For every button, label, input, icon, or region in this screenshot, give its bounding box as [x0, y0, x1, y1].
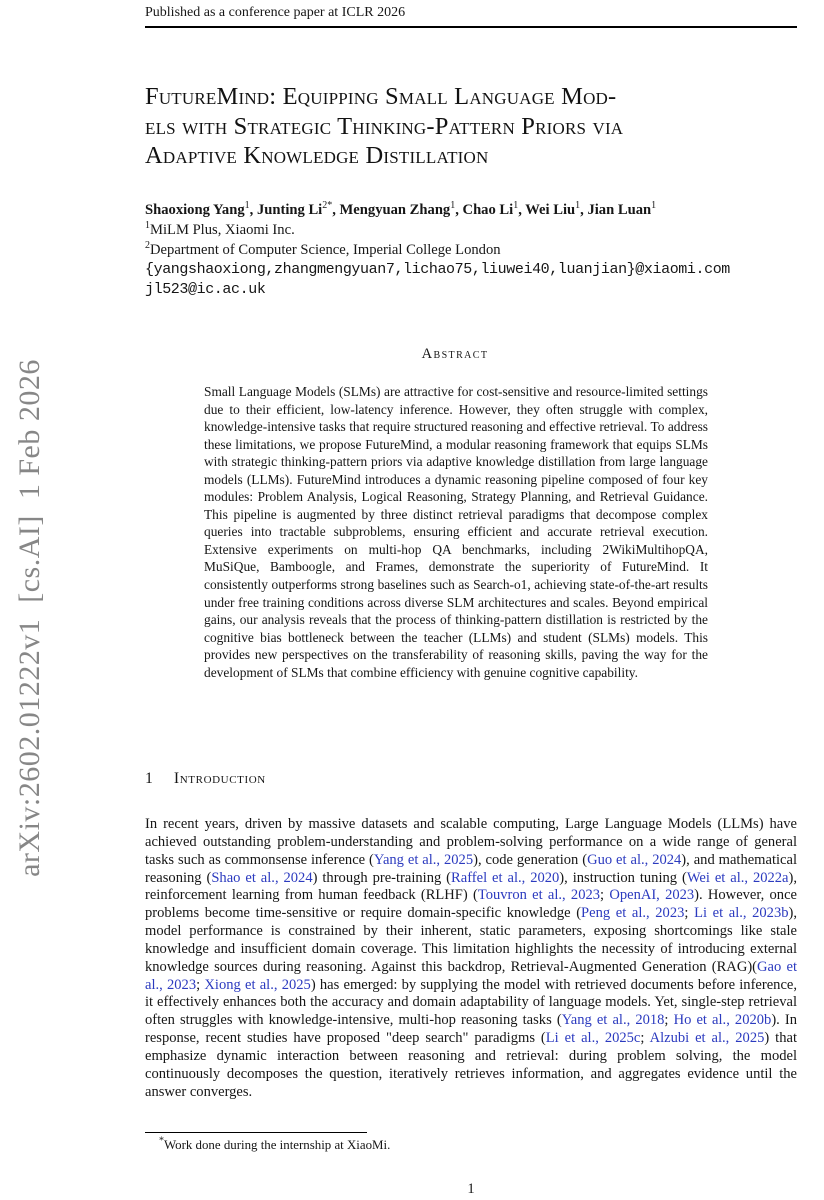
- author-affil-marker: 1: [513, 200, 519, 212]
- author-name: Jian Luan: [587, 202, 652, 218]
- citation-link[interactable]: Touvron et al., 2023: [477, 887, 601, 904]
- intro-paragraph: [145, 816, 797, 1102]
- citation-link[interactable]: Raffel et al., 2020: [451, 869, 560, 886]
- paragraph-text: ;: [600, 887, 610, 904]
- paragraph-text: ;: [684, 905, 695, 922]
- paragraph-text: ), model performance is constrained by their inherent, static parameters, exposing shortcomings like stale knowledge and insufficient domain coverage. This limitation highlights the necessity of introducing external knowledge sources during reasoning. Against this backdrop, Retrieval-Augmented Generation (RAG)(: [145, 905, 797, 975]
- footnote-rule: [145, 1132, 367, 1133]
- page-number: 1: [467, 1181, 475, 1197]
- arxiv-watermark: arXiv:2602.01222v1 [cs.AI] 1 Feb 2026: [13, 359, 46, 877]
- section-heading-introduction: [145, 770, 266, 788]
- citation-link[interactable]: Gao et al., 2023: [145, 958, 797, 993]
- footnote-text: Work done during the internship at XiaoMi.: [164, 1138, 391, 1152]
- author-name: Wei Liu: [525, 202, 576, 218]
- authors-block: [145, 201, 815, 300]
- section-title: Introduction: [173, 770, 266, 787]
- paragraph-text: ) has emerged: by supplying the model with retrieved documents before inference, it effectively enhances both the accuracy and domain adaptability of language models. Yet, single-step retrieval often struggles with knowledge-intensive, multi-hop reasoning tasks (: [145, 976, 797, 1029]
- paragraph-text: ), code generation (: [473, 851, 588, 868]
- author-affil-marker: 2*: [322, 200, 333, 212]
- citation-link[interactable]: Yang et al., 2025: [373, 851, 474, 868]
- paragraph-text: ) that emphasize dynamic interaction between reasoning and retrieval: during problem solving, the model continuously decomposes the question, iteratively retrieves information, and aggregates evidence until the answer converges.: [145, 1030, 797, 1100]
- citation-link[interactable]: Peng et al., 2023: [581, 905, 685, 922]
- header-rule: [145, 26, 797, 28]
- abstract-body: Small Language Models (SLMs) are attractive for cost-sensitive and resource-limited settings due to their efficient, low-latency inference. However, they often struggle with complex, knowledge-intensive tasks that require structured reasoning and effective retrieval. To address these limitations, we propose FutureMind, a modular reasoning framework that equips SLMs with strategic thinking-pattern priors via adaptive knowledge distillation from large language models (LLMs). FutureMind introduces a dynamic reasoning pipeline composed of four key modules: Problem Analysis, Logical Reasoning, Strategy Planning, and Retrieval Guidance. This pipeline is augmented by three distinct retrieval paradigms that decompose complex queries into tractable subproblems, ensuring efficient and accurate retrieval execution. Extensive experiments on multi-hop QA benchmarks, including 2WikiMultihopQA, MuSiQue, Bamboogle, and Frames, demonstrate the superiority of FutureMind. It consistently outperforms strong baselines such as Search-o1, achieving state-of-the-art results under free training conditions across diverse SLM architectures and scales. Beyond empirical gains, our analysis reveals that the process of thinking-pattern distillation is restricted by the cognitive bias bottleneck between the teacher (LLMs) and student (SLMs) models. This provides new perspectives on the transferability of reasoning skills, paving the way for the development of SLMs that combine efficiency with genuine cognitive capability.: [204, 384, 708, 680]
- author-affil-marker: 1: [450, 200, 456, 212]
- author-name: Shaoxiong Yang: [145, 202, 245, 218]
- author-affil-marker: 1: [575, 200, 581, 212]
- section-number: 1: [145, 770, 153, 787]
- author-name: Junting Li: [256, 202, 323, 218]
- citation-link[interactable]: Ho et al., 2020b: [673, 1012, 772, 1029]
- citation-link[interactable]: OpenAI, 2023: [609, 887, 695, 904]
- citation-link[interactable]: Li et al., 2023b: [694, 905, 789, 922]
- paragraph-text: In recent years, driven by massive datasets and scalable computing, Large Language Models (LLMs) have achieved outstanding problem-understanding and problem-solving performance on a wide range of general tasks such as commonsense inference (: [145, 816, 797, 868]
- paragraph-text: ). In response, recent studies have proposed "deep search" paradigms (: [145, 1012, 798, 1047]
- paragraph-text: ), and mathematical reasoning (: [145, 851, 797, 886]
- footnote-marker: *: [159, 1135, 164, 1147]
- paper-title-line: Adaptive Knowledge Distillation: [145, 142, 489, 169]
- citation-link[interactable]: Wei et al., 2022a: [686, 869, 789, 886]
- paragraph-text: ;: [664, 1012, 674, 1029]
- paragraph-text: ). However, once problems become time-sensitive or require domain-specific knowledge (: [145, 887, 797, 922]
- affiliations: [145, 221, 815, 261]
- paper-title-line: FutureMind: Equipping Small Language Mod-: [145, 83, 617, 110]
- paragraph-text: ), instruction tuning (: [559, 869, 687, 886]
- citation-link[interactable]: Xiong et al., 2025: [204, 976, 311, 993]
- citation-link[interactable]: Yang et al., 2018: [561, 1012, 665, 1029]
- paragraph-text: ;: [196, 976, 205, 993]
- affiliation-marker: 1: [145, 219, 150, 231]
- author-line: Shaoxiong Yang$^1$, Junting $Li^{2*}$, Mengyuan Zhang$^1$, Chao Li$^1$, Wei Liu$^1$, Jian Luan$^1$: [145, 200, 657, 218]
- paragraph-text: ) through pre-training (: [312, 869, 452, 886]
- author-affil-marker: 1: [651, 200, 657, 212]
- email-line: jl523@ic.ac.uk: [145, 281, 266, 299]
- abstract-heading: Abstract: [421, 346, 489, 362]
- paragraph-text: ), reinforcement learning from human feedback (RLHF) (: [145, 869, 797, 904]
- footnote: [145, 1135, 797, 1153]
- citation-link[interactable]: Guo et al., 2024: [587, 851, 682, 868]
- affiliation-line: $^1$MiLM Plus, Xiaomi Inc.: [145, 219, 295, 238]
- paragraph-text: ;: [640, 1030, 650, 1047]
- emails: [145, 260, 815, 300]
- affiliation-marker: 2: [145, 239, 150, 251]
- affiliation-line: $^2$Department of Computer Science, Imperial College London: [145, 239, 501, 258]
- paper-title: [145, 82, 815, 171]
- citation-link[interactable]: Alzubi et al., 2025: [649, 1030, 765, 1047]
- citation-link[interactable]: Li et al., 2025c: [545, 1030, 641, 1047]
- author-affil-marker: 1: [244, 200, 250, 212]
- author-name: Chao Li: [462, 202, 514, 218]
- paper-title-line: els with Strategic Thinking-Pattern Priors via: [145, 112, 624, 140]
- citation-link[interactable]: Shao et al., 2024: [211, 869, 313, 886]
- author-name: Mengyuan Zhang: [339, 202, 451, 218]
- email-line: {yangshaoxiong,zhangmengyuan7,lichao75,liuwei40,luanjian}@xiaomi.com: [145, 261, 730, 279]
- running-head: Published as a conference paper at ICLR 2026: [145, 5, 406, 20]
